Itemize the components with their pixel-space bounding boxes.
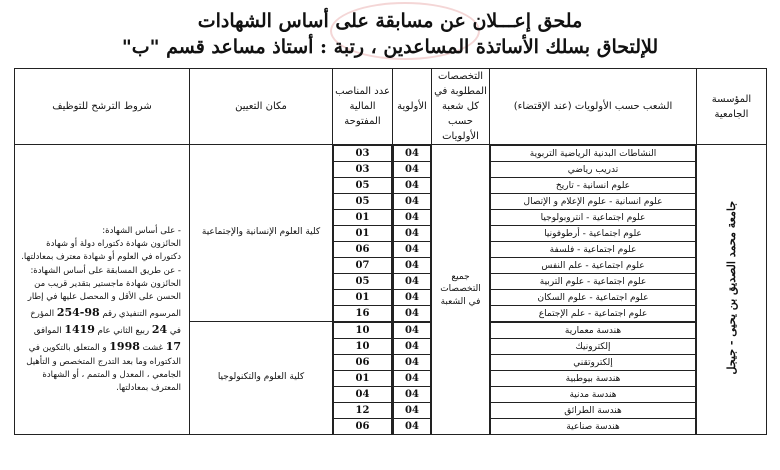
table-row <box>491 178 696 194</box>
branch-cell: علوم انسانية - تاريخ <box>491 178 696 194</box>
decree-greg-year: 1998 <box>109 340 140 354</box>
priority-value: 04 <box>394 306 431 322</box>
positions-value: 16 <box>334 306 392 322</box>
positions-value: 06 <box>334 355 392 371</box>
table-row <box>491 258 696 274</box>
positions-list <box>333 145 392 321</box>
priority-value: 04 <box>394 371 431 387</box>
priority-list <box>393 322 431 434</box>
branch-cell: هندسة بيوطبية <box>491 371 696 387</box>
placement-text: كلية العلوم الإنسانية والإجتماعية <box>201 227 321 238</box>
table-row <box>394 258 431 274</box>
priority-value: 04 <box>394 146 431 162</box>
condition-fragment: المؤرخ في <box>30 309 181 337</box>
positions-value: 03 <box>334 162 392 178</box>
table-row <box>394 226 431 242</box>
priority-value: 04 <box>394 258 431 274</box>
table-row <box>491 210 696 226</box>
branch-cell: تدريب رياضي <box>491 162 696 178</box>
condition-fragment: و المتعلق بالتكوين في الدكتوراه وما بعد التدرج المتخصص و التأهيل الجامعي ، المعدل و المتمم ، أو الشهادة المعترف بمعادلتها. <box>26 343 181 393</box>
table-row <box>491 226 696 242</box>
condition-fragment: الموافق <box>33 326 62 337</box>
table-row <box>394 387 431 403</box>
branch-cell: هندسة صناعية <box>491 419 696 435</box>
announcement-title: ملحق إعـــلان عن مسابقة على أساس الشهادات <box>197 10 583 32</box>
condition-fragment: غشت <box>142 343 163 354</box>
placement-cell-group2 <box>190 322 333 435</box>
branch-cell: هندسة الطرائق <box>491 403 696 419</box>
branch-cell: إلكترونيك <box>491 339 696 355</box>
table-row <box>334 355 392 371</box>
table-row <box>334 178 392 194</box>
priority-value: 04 <box>394 210 431 226</box>
table-row <box>394 355 431 371</box>
positions-cell-group2 <box>333 322 393 435</box>
positions-value: 05 <box>334 178 392 194</box>
institution-cell <box>697 145 767 435</box>
branch-cell: علوم انسانية - علوم الإعلام و الإتصال <box>491 194 696 210</box>
branches-cell-group1 <box>490 145 697 322</box>
header-conditions: شروط الترشح للتوظيف <box>15 69 190 145</box>
table-row <box>394 194 431 210</box>
positions-value: 05 <box>334 194 392 210</box>
table-row <box>394 242 431 258</box>
priority-value: 04 <box>394 387 431 403</box>
priority-value: 04 <box>394 419 431 435</box>
positions-value: 01 <box>334 290 392 306</box>
table-row <box>334 210 392 226</box>
positions-value: 12 <box>334 403 392 419</box>
table-row <box>334 274 392 290</box>
positions-value: 01 <box>334 210 392 226</box>
table-row <box>394 162 431 178</box>
branch-cell: علوم اجتماعية - علم النفس <box>491 258 696 274</box>
branch-cell: علوم اجتماعية - انتروبولوجيا <box>491 210 696 226</box>
condition-text-2 <box>21 278 181 395</box>
priority-value: 04 <box>394 355 431 371</box>
branch-list <box>490 322 696 434</box>
branch-cell: النشاطات البدنية الرياضية التربوية <box>491 146 696 162</box>
condition-heading-1: - على أساس الشهادة: <box>102 226 181 236</box>
priority-value: 04 <box>394 274 431 290</box>
header-branches: الشعب حسب الأولويات (عند الإقتضاء) <box>490 69 697 145</box>
table-row <box>491 371 696 387</box>
conditions-cell <box>15 145 190 435</box>
positions-list <box>333 322 392 434</box>
header-institution: المؤسسة الجامعية <box>697 69 767 145</box>
header-specialties: التخصصات المطلوبة في كل شعبة حسب الأولويات <box>432 69 490 145</box>
branch-cell: علوم اجتماعية - علم الإجتماع <box>491 306 696 322</box>
priority-value: 04 <box>394 194 431 210</box>
table-row <box>491 290 696 306</box>
decree-hijri-year: 1419 <box>64 323 95 337</box>
positions-value: 05 <box>334 274 392 290</box>
table-row <box>491 274 696 290</box>
conditions-text <box>21 225 181 395</box>
table-row <box>394 323 431 339</box>
table-row <box>394 178 431 194</box>
table-row <box>394 371 431 387</box>
priority-cell-group2 <box>393 322 432 435</box>
branch-cell: علوم اجتماعية - علوم التربية <box>491 274 696 290</box>
table-row <box>334 194 392 210</box>
priority-list <box>393 145 431 321</box>
table-row <box>394 146 431 162</box>
branch-cell: هندسة مدنية <box>491 387 696 403</box>
table-row <box>491 323 696 339</box>
branch-cell: إلكتروتقني <box>491 355 696 371</box>
table-row <box>334 339 392 355</box>
decree-greg-day: 17 <box>165 340 181 354</box>
priority-value: 04 <box>394 290 431 306</box>
table-row <box>334 371 392 387</box>
table-row <box>394 274 431 290</box>
positions-value: 01 <box>334 226 392 242</box>
priority-value: 04 <box>394 339 431 355</box>
placement-cell-group1 <box>190 145 333 322</box>
table-body-row-group1 <box>15 145 767 322</box>
priority-value: 04 <box>394 403 431 419</box>
table-row <box>334 226 392 242</box>
placement-text: كلية العلوم والتكنولوجيا <box>217 372 305 383</box>
table-row <box>334 306 392 322</box>
positions-value: 01 <box>334 371 392 387</box>
table-row <box>491 146 696 162</box>
table-row <box>394 339 431 355</box>
table-row <box>491 339 696 355</box>
branch-cell: علوم اجتماعية - علوم السكان <box>491 290 696 306</box>
header-positions: عدد المناصب المالية المفتوحة <box>333 69 393 145</box>
table-row <box>334 403 392 419</box>
condition-fragment: ربيع الثاني عام <box>97 326 150 337</box>
header-placement: مكان التعيين <box>190 69 333 145</box>
table-row <box>334 323 392 339</box>
priority-value: 04 <box>394 178 431 194</box>
priority-cell-group1 <box>393 145 432 322</box>
table-row <box>334 419 392 435</box>
decree-number: 98-254 <box>56 306 100 320</box>
condition-text-1: الحائزون شهادة دكتوراه دولة أو شهادة دكتوراه في العلوم أو شهادة معترف بمعادلتها. <box>21 239 181 263</box>
specialties-text: جميع التخصصات في الشعبة <box>440 271 481 307</box>
positions-value: 04 <box>334 387 392 403</box>
table-header-row <box>15 69 767 145</box>
branches-cell-group2 <box>490 322 697 435</box>
table-row <box>394 419 431 435</box>
table-row <box>334 258 392 274</box>
branch-list <box>490 145 696 321</box>
positions-value: 06 <box>334 242 392 258</box>
branch-cell: هندسة معمارية <box>491 323 696 339</box>
priority-value: 04 <box>394 226 431 242</box>
positions-cell-group1 <box>333 145 393 322</box>
table-row <box>334 290 392 306</box>
table-row <box>491 194 696 210</box>
condition-heading-2: - عن طريق المسابقة على أساس الشهادة: <box>30 265 181 276</box>
priority-value: 04 <box>394 242 431 258</box>
table-row <box>394 210 431 226</box>
table-row <box>394 403 431 419</box>
table-row <box>491 355 696 371</box>
table-row <box>334 146 392 162</box>
table-row <box>334 242 392 258</box>
positions-value: 10 <box>334 323 392 339</box>
institution-name: جامعة محمد الصديق بن يحيى - جيجل <box>725 201 738 375</box>
positions-value: 07 <box>334 258 392 274</box>
branch-cell: علوم اجتماعية - أرطوفونيا <box>491 226 696 242</box>
header-priority: الأولوية <box>393 69 432 145</box>
table-row <box>334 162 392 178</box>
announcement-subtitle: للإلتحاق بسلك الأساتذة المساعدين ، رتبة : أستاذ مساعد قسم "ب" <box>121 36 659 58</box>
table-row <box>491 387 696 403</box>
priority-value: 04 <box>394 323 431 339</box>
condition-fragment: الحائزون شهادة ماجستير بتقدير قريب من الحسن على الأقل و المحصل عليها في إطار المرسوم التنفيذي رقم <box>27 278 181 320</box>
positions-value: 06 <box>334 419 392 435</box>
table-row <box>394 290 431 306</box>
branch-cell: علوم اجتماعية - فلسفة <box>491 242 696 258</box>
positions-value: 10 <box>334 339 392 355</box>
positions-table <box>14 68 767 435</box>
table-row <box>491 419 696 435</box>
priority-value: 04 <box>394 162 431 178</box>
positions-value: 03 <box>334 146 392 162</box>
table-row <box>491 242 696 258</box>
specialties-cell <box>432 145 490 435</box>
table-row <box>491 306 696 322</box>
table-row <box>491 403 696 419</box>
table-row <box>334 387 392 403</box>
decree-day: 24 <box>151 323 168 337</box>
table-row <box>491 162 696 178</box>
table-row <box>394 306 431 322</box>
